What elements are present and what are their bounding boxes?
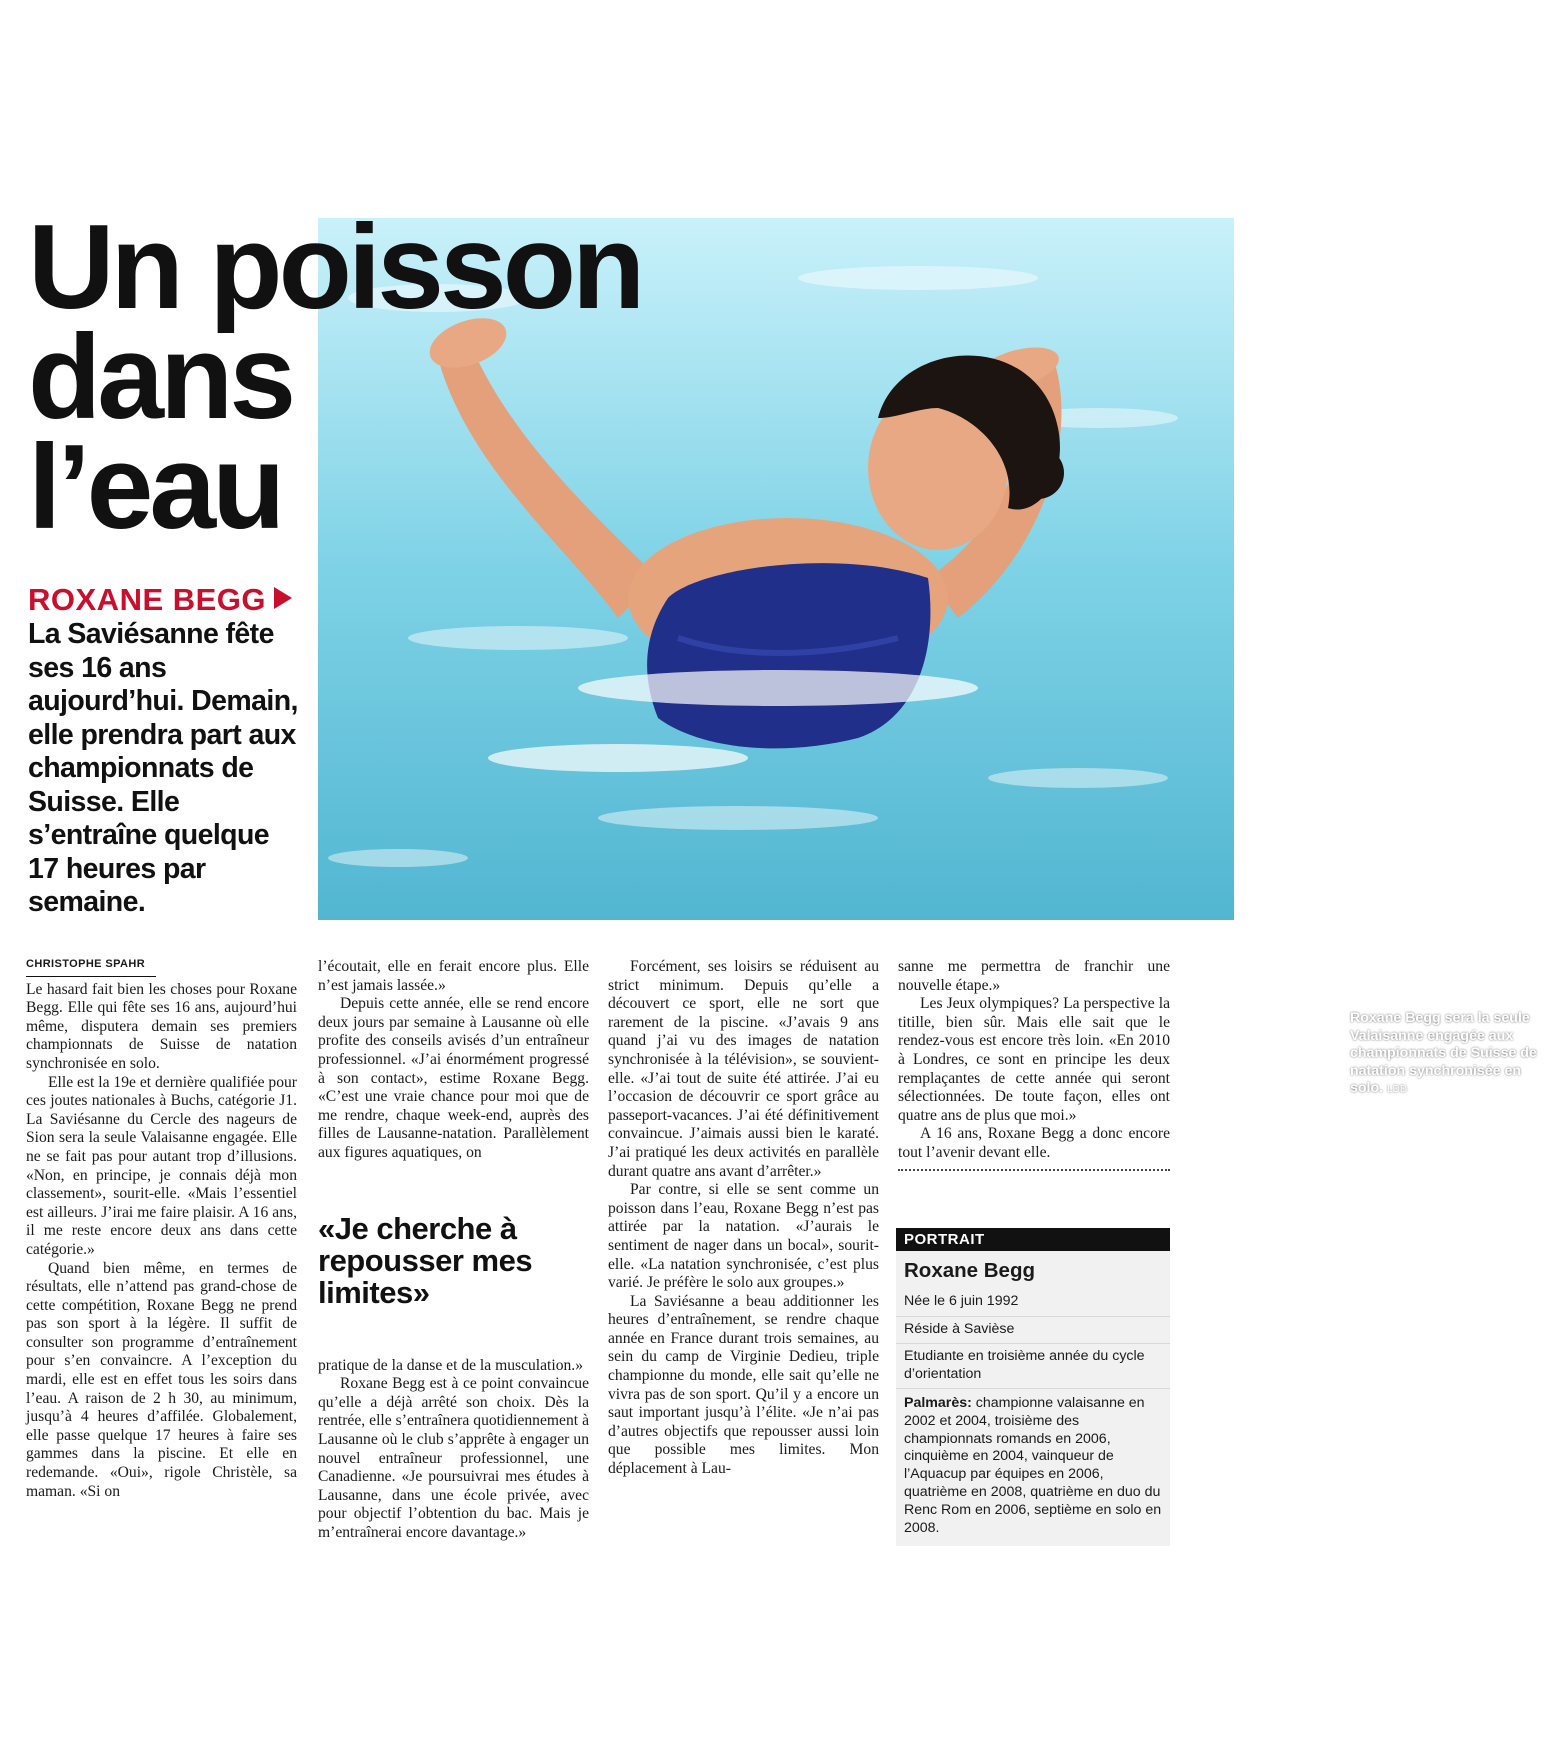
article-column-3: [608, 958, 879, 1479]
headline-line-3: l’eau: [28, 420, 282, 554]
article-column-1: [26, 955, 297, 1501]
kicker-text: ROXANE BEGG: [28, 582, 267, 617]
portrait-palmares: [896, 1389, 1170, 1543]
headline: [28, 200, 642, 554]
paragraph: Depuis cette année, elle se rend encore deux jours par semaine à Lausanne où elle profite des conseils avisés d’un entraîneur professionnel. «J’ai énormément progressé à son contact», estime Roxane Begg. «C’est une vraie chance pour moi que de me rendre, chaque week-end, auprès des filles de Lausanne-natation. Parallèlement aux figures aquatiques, on: [318, 995, 589, 1161]
deck: La Saviésanne fête ses 16 ans aujourd’hui. Demain, elle prendra part aux championnats de Suisse. Elle s’entraîne quelque 17 heures par semaine.: [28, 618, 298, 918]
headline-line-2: dans: [28, 310, 293, 444]
paragraph: Forcément, ses loisirs se réduisent au strict minimum. Depuis qu’elle a découvert ce sport, elle ne sort que rarement de la piscine. «J’avais 9 ans quand j’ai vu des images de natation synchronisée à la télévision», se souvient-elle. «J’ai tout de suite été attirée. J’ai eu l’occasion de découvrir ce sport grâce au passeport-vacances. J’ai été définitivement convaincue. J’aimais aussi bien le karaté. J’ai pratiqué les deux activités en parallèle durant quatre ans avant d’arrêter.»: [608, 958, 879, 1180]
kicker: [28, 582, 292, 618]
paragraph: pratique de la danse et de la musculation.»: [318, 1356, 584, 1374]
paragraph: Roxane Begg est à ce point convaincue qu’elle a déjà arrêté son choix. Dès la rentrée, elle s’entraînera quotidiennement à Lausanne où le club s’apprête à engager un nouvel entraîneur professionnel, une Canadienne. «Je poursuivrai mes études à Lausanne, dans une école privée, avec pour objectif l’obtention du bac. Mais je m’entraînerai encore davantage.»: [318, 1375, 589, 1541]
article-column-2: [318, 958, 589, 1542]
paragraph: La Saviésanne a beau additionner les heures d’entraînement, se rendre chaque année en France durant trois semaines, au sein du camp de Virginie Dedieu, triple championne du monde, elle sait qu’elle ne vivra pas de son sport. Qu’il y a encore un saut important jusqu’à l’élite. «Je n’ai pas d’autres objectifs que repousser aussi loin que possible mes limites. Mon déplacement à Lau-: [608, 1292, 879, 1478]
portrait-born: Née le 6 juin 1992: [896, 1289, 1170, 1317]
palmares-text: championne valaisanne en 2002 et 2004, troisième des championnats romands en 2006, cinquième en 2004, vainqueur de l’Aquacup par équipes en 2006, quatrième en 2008, quatrième en duo du Renc Rom en 2006, septième en solo en 2008.: [904, 1395, 1162, 1536]
portrait-name: Roxane Begg: [904, 1259, 1035, 1282]
paragraph: l’écoutait, elle en ferait encore plus. Elle n’est jamais lassée.»: [318, 958, 589, 994]
paragraph: Elle est la 19e et dernière qualifiée pour ces joutes nationales à Buchs, catégorie J1. La Saviésanne du Cercle des nageurs de Sion sera la seule Valaisanne engagée. Elle ne se fait pas pour autant trop d’illusions. «Non, en principe, je connais déjà mon classement», sourit-elle. «Mais l’essentiel est ailleurs. J’irai me faire plaisir. A 16 ans, il me reste encore deux ans dans cette catégorie.»: [26, 1073, 297, 1258]
portrait-study: Etudiante en troisième année du cycle d’orientation: [896, 1344, 1170, 1389]
byline: CHRISTOPHE SPAHR: [26, 955, 156, 977]
dotted-divider: [898, 1169, 1170, 1171]
headline-line-1: Un poisson: [28, 200, 642, 334]
paragraph: Quand bien même, en termes de résultats, elle n’attend pas grand-chose de cette compétition, Roxane Begg ne prend pas son sport à la légère. Il suffit de consulter son programme d’entraînement pour s’en convaincre. A l’exception du mardi, elle est en effet tous les soirs dans l’eau. A raison de 2 h 30, au minimum, jusqu’à 4 heures d’affilée. Globalement, elle passe quelque 17 heures à faire ses gammes dans la piscine. Et elle en redemande. «Oui», rigole Christèle, sa maman. «Si on: [26, 1259, 297, 1500]
triangle-icon: [274, 587, 292, 609]
palmares-label: Palmarès:: [904, 1395, 972, 1411]
article-column-4: [898, 958, 1170, 1171]
paragraph: Par contre, si elle se sent comme un poisson dans l’eau, Roxane Begg n’est pas attirée par la natation. «J’aurais le sentiment de nager dans un bocal», sourit-elle. «La natation synchronisée, c’est plus varié. Je préfère le solo aux groupes.»: [608, 1181, 879, 1292]
portrait-tag: PORTRAIT: [896, 1228, 1170, 1251]
paragraph: sanne me permettra de franchir une nouvelle étape.»: [898, 958, 1170, 994]
photo-credit: LDD: [1387, 1084, 1408, 1095]
paragraph: Les Jeux olympiques? La perspective la titille, bien sûr. Mais elle sait que le rendez-vous est encore très loin. «En 2010 à Londres, ce sont en principe les deux remplaçantes de cette année qui seront sélectionnées. De toute façon, elles ont quatre ans de plus que moi.»: [898, 995, 1170, 1124]
caption-text: Roxane Begg sera la seule Valaisanne engagée aux championnats de Suisse de natation synchronisée en solo.: [1350, 1010, 1537, 1096]
photo-caption: [1350, 1010, 1550, 1099]
paragraph: A 16 ans, Roxane Begg a donc encore tout l’avenir devant elle.: [898, 1125, 1170, 1161]
pull-quote: «Je cherche à repousser mes limites»: [318, 1210, 533, 1310]
paragraph: Le hasard fait bien les choses pour Roxane Begg. Elle qui fête ses 16 ans, aujourd’hui même, disputera demain ses premiers championnats de Suisse de natation synchronisée en solo.: [26, 980, 297, 1072]
portrait-box: [896, 1228, 1170, 1546]
portrait-lives: Réside à Savièse: [896, 1317, 1170, 1345]
